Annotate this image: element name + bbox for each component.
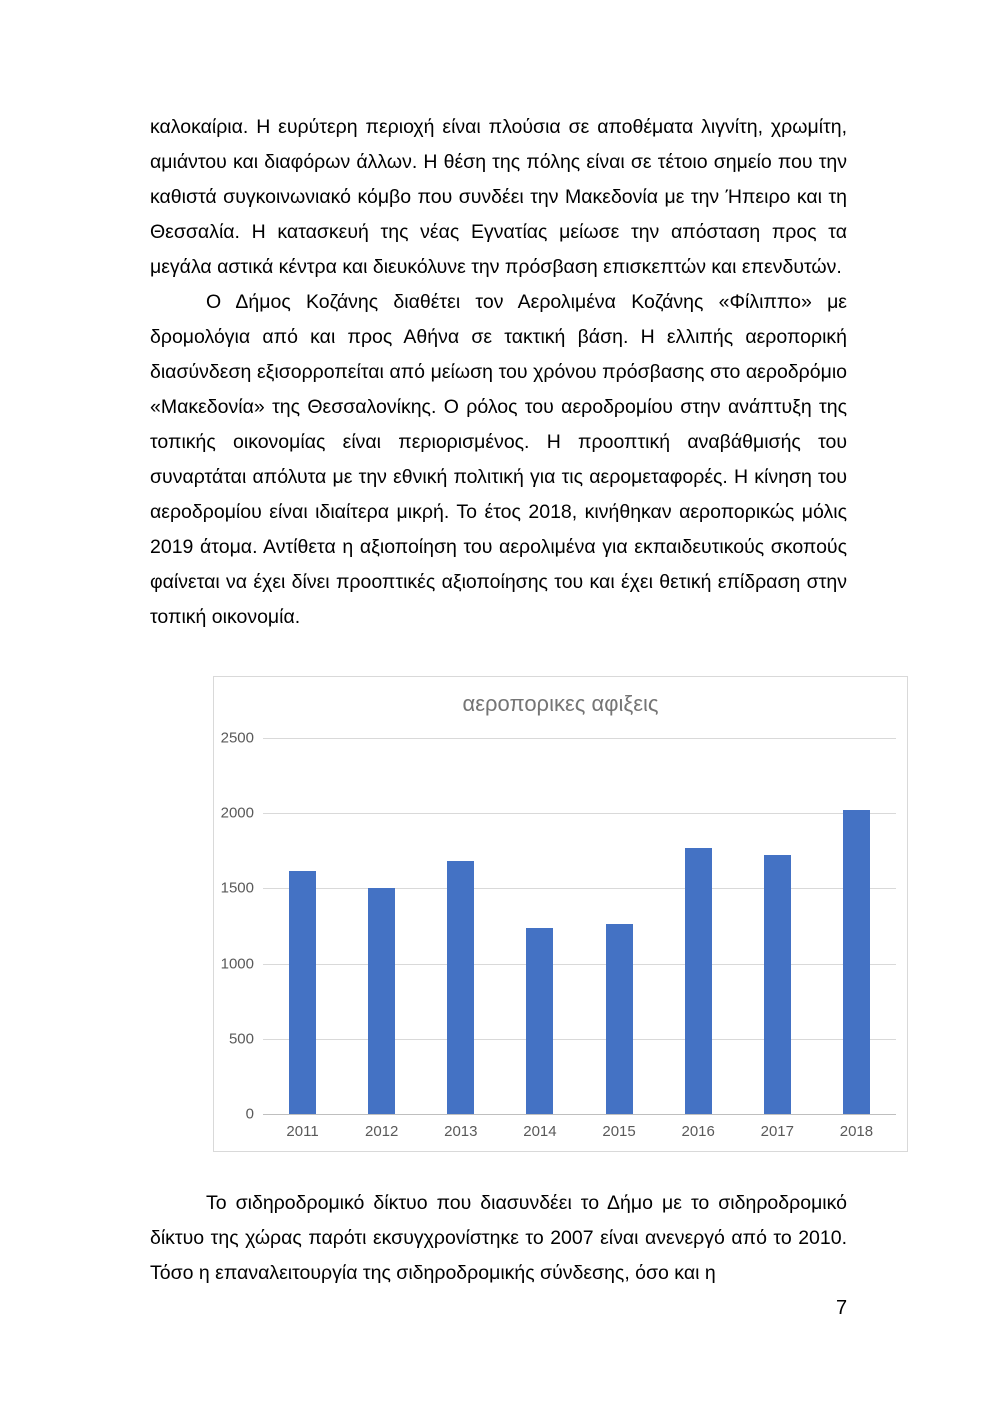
body-text-top	[150, 110, 847, 635]
x-tick-label: 2018	[839, 1123, 874, 1140]
body-paragraph: Ο Δήμος Κοζάνης διαθέτει τον Αερολιμένα Κοζάνης «Φίλιππο» με δρομολόγια από και προς Αθήνα σε τακτική βάση. Η ελλιπής αεροπορική διασύνδεση εξισορροπείται από μείωση του χρόνου πρόσβασης στο αεροδρόμιο «Μακεδονία» της Θεσσαλονίκης. Ο ρόλος του αεροδρομίου στην ανάπτυξη της τοπικής οικονομίας είναι περιορισμένος. Η προοπτική αναβάθμισής του συναρτάται απόλυτα με την εθνική πολιτική για τις αερομεταφορές. Η κίνηση του αεροδρομίου είναι ιδιαίτερα μικρή. Το έτος 2018, κινήθηκαν αεροπορικώς μόλις 2019 άτομα. Αντίθετα η αξιοποίηση του αερολιμένα για εκπαιδευτικούς σκοπούς φαίνεται να έχει δίνει προοπτικές αξιοποίησης του και έχει θετική επίδραση στην τοπική οικονομία.	[150, 291, 847, 628]
y-tick-label: 2000	[220, 804, 254, 822]
bar-2018	[843, 810, 870, 1114]
x-tick-label: 2015	[602, 1123, 636, 1140]
bar-2015	[606, 924, 633, 1114]
bar-slot-2011	[263, 738, 342, 1114]
bar-2012	[368, 888, 395, 1114]
bar-slot-2014	[500, 738, 579, 1114]
y-tick-label: 1000	[220, 955, 254, 973]
body-paragraph: Το σιδηροδρομικό δίκτυο που διασυνδέει το Δήμο με το σιδηροδρομικό δίκτυο της χώρας παρότι εκσυγχρονίστηκε το 2007 είναι ανενεργό από το 2010. Τόσο η επαναλειτουργία της σιδηροδρομικής σύνδεσης, όσο και η	[150, 1192, 847, 1284]
bar-slot-2012	[342, 738, 421, 1114]
body-paragraph: καλοκαίρια. Η ευρύτερη περιοχή είναι πλούσια σε αποθέματα λιγνίτη, χρωμίτη, αμιάντου και διαφόρων άλλων. Η θέση της πόλης είναι σε τέτοιο σημείο που την καθιστά συγκοινωνιακό κόμβο που συνδέει την Μακεδονία με την Ήπειρο και τη Θεσσαλία. Η κατασκευή της νέας Εγνατίας μείωσε την απόσταση προς τα μεγάλα αστικά κέντρα και διευκόλυνε την πρόσβαση επισκεπτών και επενδυτών.	[150, 116, 847, 278]
bar-2014	[526, 928, 553, 1114]
air-arrivals-bar-chart	[213, 676, 908, 1152]
bar-slot-2016	[659, 738, 738, 1114]
bar-slot-2015	[580, 738, 659, 1114]
x-tick-label: 2012	[365, 1123, 399, 1140]
y-tick-label: 500	[228, 1030, 254, 1048]
y-tick-label: 2500	[220, 729, 254, 747]
body-text-bottom	[150, 1186, 847, 1291]
bar-2016	[685, 848, 712, 1114]
x-tick-label: 2011	[286, 1123, 319, 1140]
bar-slot-2013	[421, 738, 500, 1114]
y-tick-label: 0	[245, 1105, 254, 1123]
x-tick-label: 2016	[681, 1123, 715, 1140]
x-tick-label: 2017	[760, 1123, 794, 1140]
x-tick-label: 2013	[444, 1123, 478, 1140]
x-tick-label: 2014	[523, 1123, 557, 1140]
bar-2013	[447, 861, 474, 1114]
chart-bars	[263, 738, 896, 1114]
bar-slot-2017	[738, 738, 817, 1114]
page-number: 7	[836, 1297, 848, 1319]
chart-plot-area	[220, 729, 896, 1140]
chart-x-axis-labels	[263, 1123, 896, 1140]
bar-slot-2018	[817, 738, 896, 1114]
bar-2011	[289, 871, 316, 1114]
x-axis-line	[263, 1114, 896, 1115]
chart-title: αεροπορικες αφιξεις	[462, 691, 659, 716]
y-tick-label: 1500	[220, 879, 254, 897]
bar-2017	[764, 855, 791, 1114]
